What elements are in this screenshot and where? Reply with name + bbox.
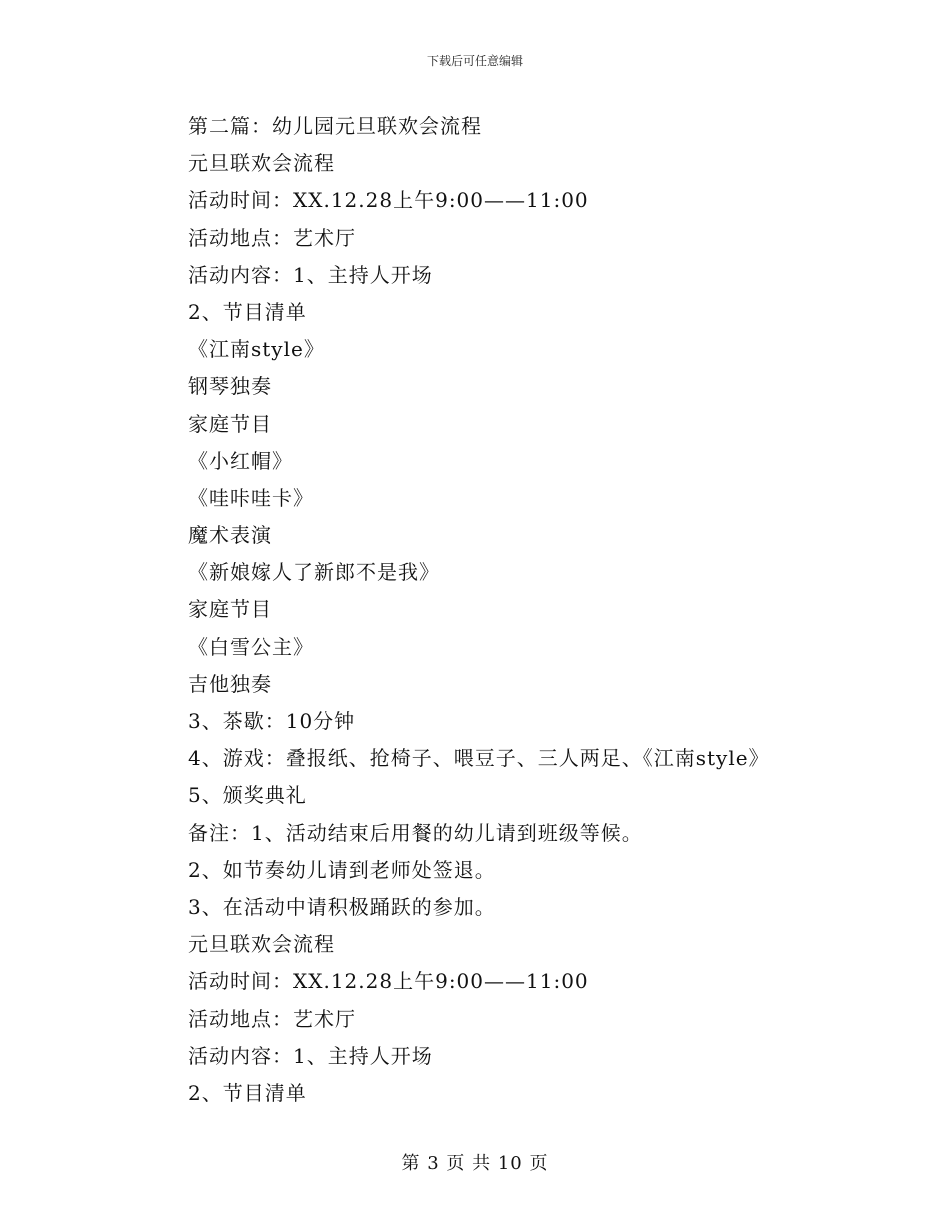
page-number-footer: 第 3 页 共 10 页 (401, 1153, 549, 1174)
document-line: 钢琴独奏 (188, 374, 272, 399)
document-line: 4、游戏：叠报纸、抢椅子、喂豆子、三人两足、《江南style》 (188, 746, 770, 771)
document-line: 《江南style》 (188, 337, 325, 362)
document-line: 魔术表演 (188, 523, 272, 548)
document-body (188, 108, 888, 1112)
document-line: 2、节目清单 (188, 299, 307, 324)
document-line: 2、如节奏幼儿请到老师处签退。 (188, 857, 496, 882)
document-line: 家庭节目 (188, 597, 272, 622)
document-line: 元旦联欢会流程 (188, 932, 335, 957)
document-line: 活动内容：1、主持人开场 (188, 262, 433, 287)
document-line: 吉他独奏 (188, 671, 272, 696)
document-line: 《小红帽》 (188, 448, 293, 473)
document-line: 2、节目清单 (188, 1080, 307, 1105)
document-line: 《白雪公主》 (188, 634, 314, 659)
document-line: 活动地点：艺术厅 (188, 225, 356, 250)
document-line: 活动地点：艺术厅 (188, 1006, 356, 1031)
document-line: 3、茶歇：10分钟 (188, 709, 356, 733)
page-header-note: 下载后可任意编辑 (426, 54, 523, 68)
document-line: 家庭节目 (188, 411, 272, 436)
document-line: 活动时间：XX.12.28上午9:00——11:00 (188, 188, 589, 213)
document-line: 《新娘嫁人了新郎不是我》 (188, 560, 440, 585)
document-line: 《哇咔哇卡》 (188, 485, 314, 510)
document-line: 活动内容：1、主持人开场 (188, 1043, 433, 1068)
document-line: 元旦联欢会流程 (188, 151, 335, 176)
document-line: 活动时间：XX.12.28上午9:00——11:00 (188, 969, 589, 994)
document-line: 备注：1、活动结束后用餐的幼儿请到班级等候。 (188, 820, 643, 845)
document-line: 5、颁奖典礼 (188, 783, 307, 808)
document-line: 第二篇：幼儿园元旦联欢会流程 (188, 114, 482, 138)
document-line: 3、在活动中请积极踊跃的参加。 (188, 894, 496, 919)
